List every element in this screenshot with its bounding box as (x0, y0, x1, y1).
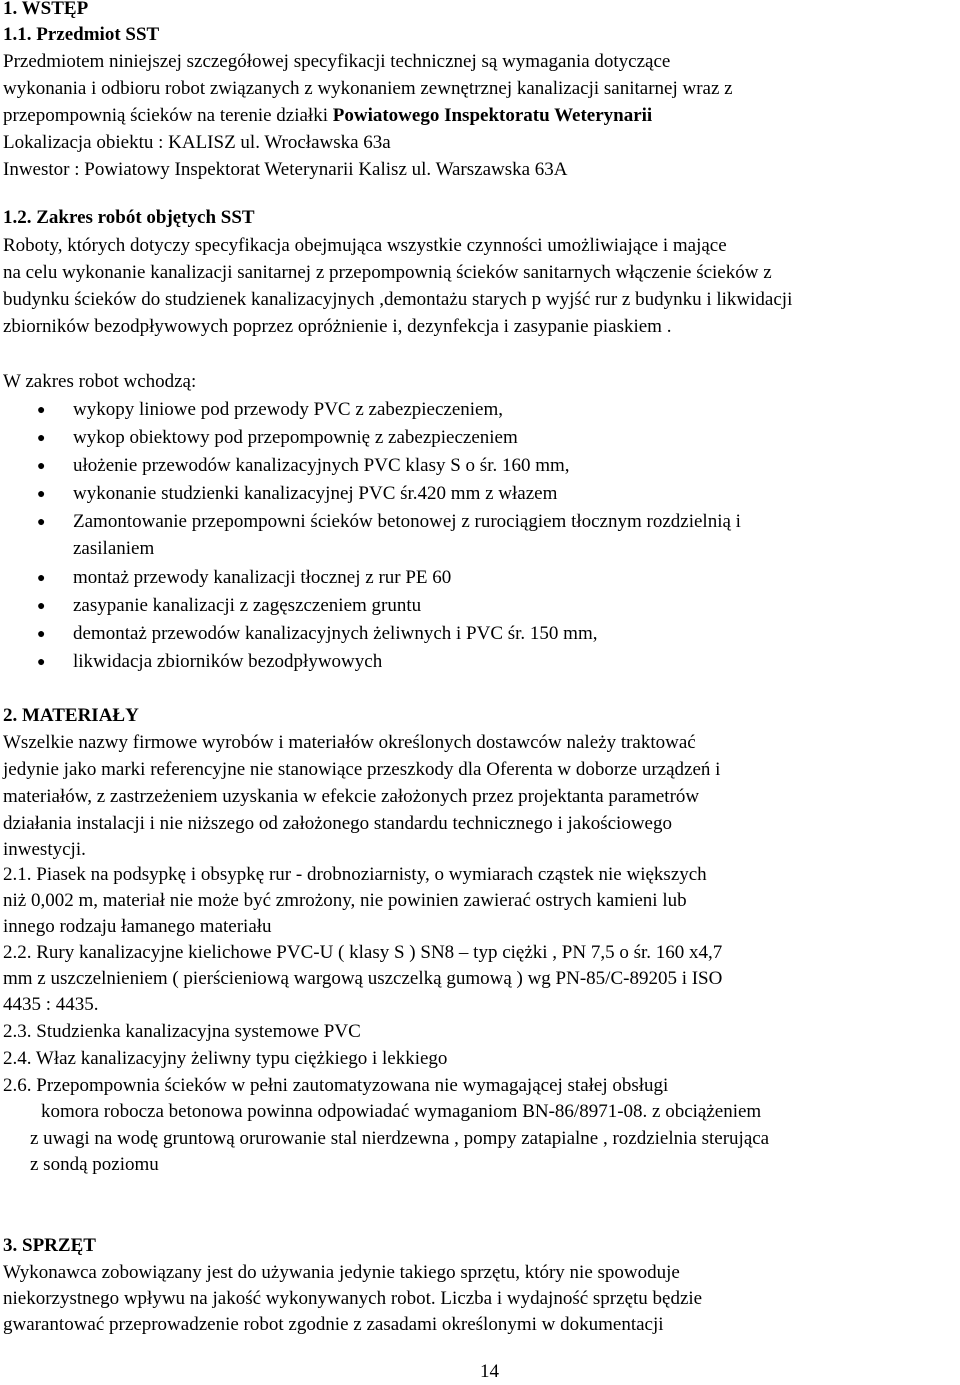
paragraph-line: niekorzystnego wpływu na jakość wykonywanych robot. Liczba i wydajność sprzętu będzie (3, 1288, 703, 1309)
paragraph-line: inwestycji. (3, 839, 86, 860)
paragraph-line: 2.1. Piasek na podsypkę i obsypkę rur - drobnoziarnisty, o wymiarach cząstek nie większych (3, 864, 707, 885)
paragraph-line: innego rodzaju łamanego materiału (3, 916, 272, 937)
list-item-continuation: zasilaniem (73, 538, 155, 559)
bullet-icon: ● (37, 459, 46, 474)
paragraph-line: Przedmiotem niniejszej szczegółowej specyfikacji technicznej są wymagania dotyczące (3, 51, 671, 72)
page-number: 14 (480, 1361, 499, 1382)
list-item: likwidacja zbiorników bezodpływowych (73, 651, 383, 672)
section-1-1-heading: 1.1. Przedmiot SST (3, 24, 160, 45)
paragraph-line: niż 0,002 m, materiał nie może być zmrożony, nie powinien zawierać ostrych kamieni lub (3, 890, 687, 911)
bullet-icon: ● (37, 571, 46, 586)
paragraph-line: 2.3. Studzienka kanalizacyjna systemowe PVC (3, 1021, 361, 1042)
section-1-heading: 1. WSTĘP (3, 0, 89, 19)
text-span: przepompownią ścieków na terenie działki (3, 105, 333, 126)
section-2-heading: 2. MATERIAŁY (3, 705, 139, 726)
paragraph-line: na celu wykonanie kanalizacji sanitarnej z przepompownią ścieków sanitarnych włączenie ścieków z (3, 262, 772, 283)
paragraph-line: gwarantować przeprowadzenie robot zgodnie z zasadami określonymi w dokumentacji (3, 1314, 664, 1335)
indented-line: komora robocza betonowa powinna odpowiadać wymaganiom BN-86/8971-08. z obciążeniem (41, 1101, 762, 1122)
indented-line: z sondą poziomu (30, 1154, 159, 1175)
paragraph-line: Wszelkie nazwy firmowe wyrobów i materiałów określonych dostawców należy traktować (3, 732, 696, 753)
list-item: wykop obiektowy pod przepompownię z zabezpieczeniem (73, 427, 518, 448)
paragraph-line: działania instalacji i nie niższego od założonego standardu technicznego i jakościowego (3, 813, 672, 834)
paragraph-line: 2.2. Rury kanalizacyjne kielichowe PVC-U ( klasy S ) SN8 – typ ciężki , PN 7,5 o śr. 160 x4,7 (3, 942, 723, 963)
list-item: wykonanie studzienki kanalizacyjnej PVC śr.420 mm z włazem (73, 483, 558, 504)
paragraph-line: Wykonawca zobowiązany jest do używania jedynie takiego sprzętu, który nie spowoduje (3, 1262, 680, 1283)
investor-line: Inwestor : Powiatowy Inspektorat Weterynarii Kalisz ul. Warszawska 63A (3, 159, 568, 180)
bullet-icon: ● (37, 655, 46, 670)
section-3-heading: 3. SPRZĘT (3, 1235, 96, 1256)
paragraph-line: 2.4. Właz kanalizacyjny żeliwny typu ciężkiego i lekkiego (3, 1048, 448, 1069)
bullet-icon: ● (37, 431, 46, 446)
list-item: montaż przewody kanalizacji tłocznej z rur PE 60 (73, 567, 452, 588)
paragraph-line: mm z uszczelnieniem ( pierścieniową wargową uszczelką gumową ) wg PN-85/C-89205 i ISO (3, 968, 723, 989)
paragraph-line: jedynie jako marki referencyjne nie stanowiące przeszkody dla Oferenta w doborze urządzeń i (3, 759, 721, 780)
paragraph-line (3, 103, 652, 129)
bold-text-span: Powiatowego Inspektoratu Weterynarii (332, 105, 653, 126)
paragraph-line: budynku ścieków do studzienek kanalizacyjnych ,demontażu starych p wyjść rur z budynku i likwidacji (3, 289, 793, 310)
list-item: Zamontowanie przepompowni ścieków betonowej z rurociągiem tłocznym rozdzielnią i (73, 511, 741, 532)
paragraph-line: zbiorników bezodpływowych poprzez opróżnienie i, dezynfekcja i zasypanie piaskiem . (3, 316, 672, 337)
bullet-icon: ● (37, 627, 46, 642)
list-item: ułożenie przewodów kanalizacyjnych PVC klasy S o śr. 160 mm, (73, 455, 570, 476)
list-item: wykopy liniowe pod przewody PVC z zabezpieczeniem, (73, 399, 504, 420)
bullet-icon: ● (37, 403, 46, 418)
paragraph-line: 2.6. Przepompownia ścieków w pełni zautomatyzowana nie wymagającej stałej obsługi (3, 1075, 669, 1096)
location-line: Lokalizacja obiektu : KALISZ ul. Wrocławska 63a (3, 132, 391, 153)
paragraph-line: wykonania i odbioru robot związanych z wykonaniem zewnętrznej kanalizacji sanitarnej wraz z (3, 78, 733, 99)
bullet-icon: ● (37, 599, 46, 614)
paragraph-line: Roboty, których dotyczy specyfikacja obejmująca wszystkie czynności umożliwiające i mające (3, 235, 727, 256)
bullet-icon: ● (37, 515, 46, 530)
indented-line: z uwagi na wodę gruntową orurowanie stal nierdzewna , pompy zatapialne , rozdzielnia sterująca (30, 1128, 770, 1149)
paragraph-line: 4435 : 4435. (3, 994, 99, 1015)
paragraph-line: materiałów, z zastrzeżeniem uzyskania w efekcie założonych przez projektanta parametrów (3, 786, 700, 807)
list-item: demontaż przewodów kanalizacyjnych żeliwnych i PVC śr. 150 mm, (73, 623, 598, 644)
section-1-2-heading: 1.2. Zakres robót objętych SST (3, 207, 255, 228)
bullet-icon: ● (37, 487, 46, 502)
scope-intro: W zakres robot wchodzą: (3, 371, 197, 392)
list-item: zasypanie kanalizacji z zagęszczeniem gruntu (73, 595, 422, 616)
